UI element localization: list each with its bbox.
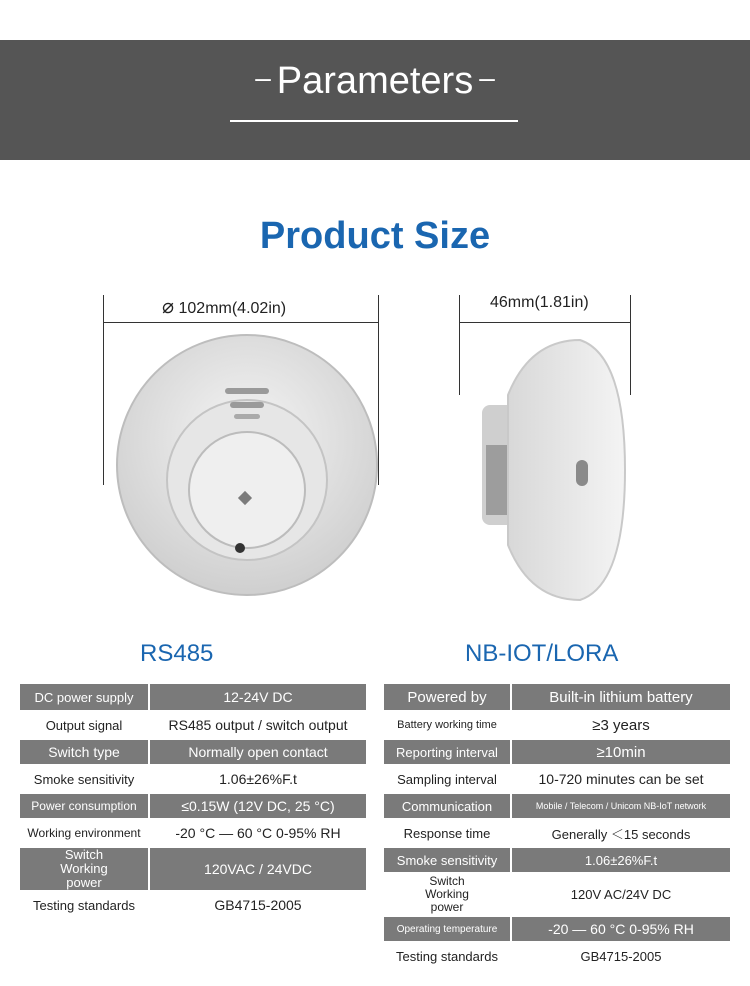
table-row	[384, 767, 730, 791]
spec-value: -20 °C — 60 °C 0-95% RH	[150, 821, 366, 845]
spec-value: 1.06±26%F.t	[150, 767, 366, 791]
table-row	[384, 740, 730, 764]
table-row	[20, 848, 366, 890]
spec-value: -20 — 60 °C 0-95% RH	[512, 917, 730, 941]
spec-value: Normally open contact	[150, 740, 366, 764]
table-row	[384, 944, 730, 968]
table-row	[384, 821, 730, 845]
diameter-label	[162, 294, 286, 319]
nbiot-title: NB-IOT/LORA	[465, 640, 619, 667]
spec-label: Switch type	[20, 740, 148, 764]
title-underline	[230, 120, 518, 122]
spec-value: Built-in lithium battery	[512, 684, 730, 710]
spec-value: 120V AC/24V DC	[512, 875, 730, 914]
spec-label: Switch Working power	[20, 848, 148, 890]
spec-value: RS485 output / switch output	[150, 713, 366, 737]
spec-label: Testing standards	[20, 893, 148, 917]
table-row	[384, 917, 730, 941]
nbiot-spec-table	[382, 681, 732, 971]
spec-label: Operating temperature	[384, 917, 510, 941]
table-row	[384, 713, 730, 737]
spec-label: Reporting interval	[384, 740, 510, 764]
table-row	[20, 821, 366, 845]
height-label: 46mm(1.81in)	[490, 294, 589, 311]
spec-value: 12-24V DC	[150, 684, 366, 710]
spec-value: GB4715-2005	[512, 944, 730, 968]
spec-value: 1.06±26%F.t	[512, 848, 730, 872]
title-dash-right: –	[479, 62, 495, 93]
spec-label: Working environment	[20, 821, 148, 845]
page-title	[0, 60, 750, 103]
table-row	[20, 713, 366, 737]
table-row	[384, 848, 730, 872]
spec-label: Power consumption	[20, 794, 148, 818]
spec-value: ≥10min	[512, 740, 730, 764]
diameter-text: 102mm(4.02in)	[178, 300, 287, 317]
spec-value: ≤0.15W (12V DC, 25 °C)	[150, 794, 366, 818]
spec-value: 10-720 minutes can be set	[512, 767, 730, 791]
spec-label: Powered by	[384, 684, 510, 710]
spec-label: Response time	[384, 821, 510, 845]
product-size-title: Product Size	[259, 215, 491, 257]
table-row	[20, 684, 366, 710]
header-banner	[0, 40, 750, 160]
smoke-detector-side-image	[460, 335, 630, 605]
dim-line-left	[103, 295, 104, 485]
spec-label: Testing standards	[384, 944, 510, 968]
spec-label: Output signal	[20, 713, 148, 737]
table-row	[384, 684, 730, 710]
table-row	[384, 875, 730, 914]
spec-value: 120VAC / 24VDC	[150, 848, 366, 890]
table-row	[20, 767, 366, 791]
spec-label: Communication	[384, 794, 510, 818]
spec-label: Switch Working power	[384, 875, 510, 914]
rs485-spec-table	[18, 681, 368, 920]
spec-label: DC power supply	[20, 684, 148, 710]
dim-line-width	[103, 322, 379, 323]
table-row	[384, 794, 730, 818]
spec-value: Generally ＜15 seconds	[512, 821, 730, 845]
smoke-detector-front-image	[112, 330, 382, 600]
table-row	[20, 893, 366, 917]
table-row	[20, 740, 366, 764]
table-row	[20, 794, 366, 818]
dim-line-side-right	[630, 295, 631, 395]
spec-value: Mobile / Telecom / Unicom NB-IoT network	[512, 794, 730, 818]
rs485-title: RS485	[140, 640, 214, 667]
diameter-icon: ⌀	[162, 296, 175, 318]
spec-value: GB4715-2005	[150, 893, 366, 917]
spec-value: ≥3 years	[512, 713, 730, 737]
spec-label: Sampling interval	[384, 767, 510, 791]
page-title-text: Parameters	[276, 60, 474, 102]
spec-label: Smoke sensitivity	[20, 767, 148, 791]
dim-line-height	[459, 322, 631, 323]
spec-label: Smoke sensitivity	[384, 848, 510, 872]
spec-label: Battery working time	[384, 713, 510, 737]
title-dash-left: –	[255, 62, 271, 93]
